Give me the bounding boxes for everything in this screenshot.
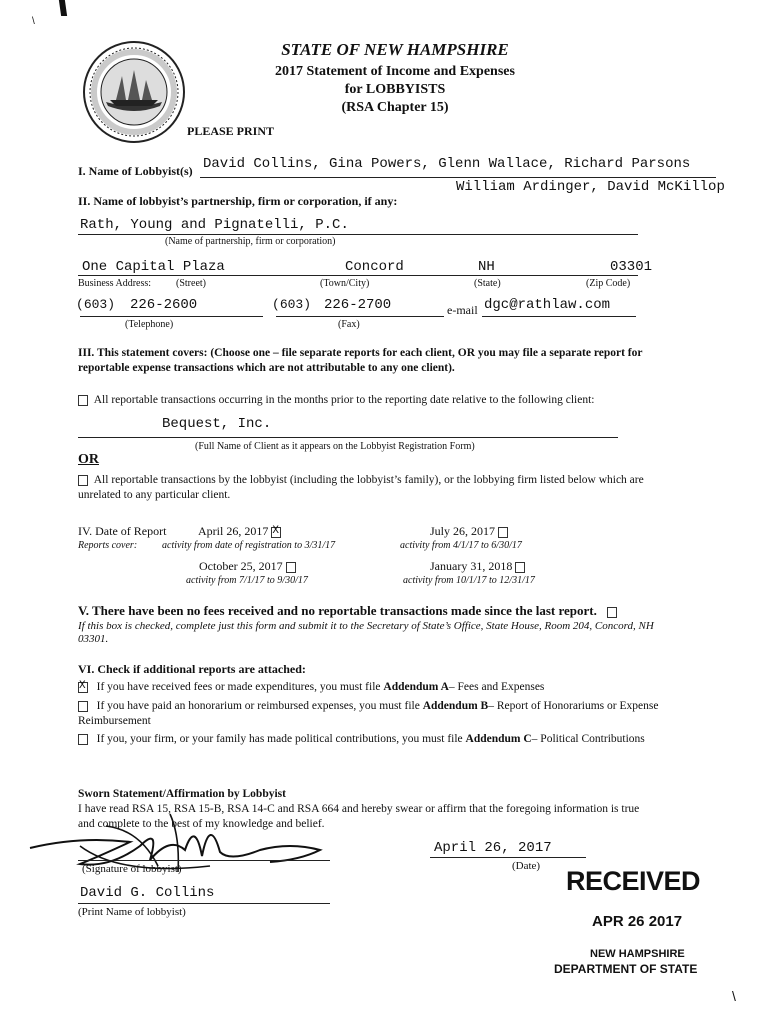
option-client-checkbox[interactable] [78, 395, 88, 406]
no-fees-checkbox[interactable] [607, 607, 617, 618]
addendum-c-line: If you, your firm, or your family has made political contributions, you must file Addendum C– Political Contributions [78, 733, 645, 745]
or-separator: OR [78, 452, 99, 467]
email-label: e-mail [447, 303, 478, 317]
option-client [78, 394, 595, 406]
fax-value[interactable]: 226-2700 [324, 297, 392, 313]
fax-caption: (Fax) [338, 319, 360, 330]
email-value[interactable]: dgc@rathlaw.com [484, 297, 611, 313]
addendum-b-checkbox[interactable] [78, 701, 88, 712]
signature-underline [78, 860, 330, 861]
firm-label: II. Name of lobbyist’s partnership, firm or corporation, if any: [78, 194, 398, 208]
state-value[interactable]: NH [478, 259, 495, 275]
report-date-april-caption: activity from date of registration to 3/31/17 [162, 540, 336, 551]
signature-caption: (Signature of lobbyist) [82, 863, 182, 875]
form-title: STATE OF NEW HAMPSHIRE [281, 40, 509, 59]
firm-underline [78, 234, 638, 235]
fax-area-code[interactable]: (603) [272, 297, 312, 312]
report-date-january: January 31, 2018 [430, 559, 525, 574]
firm-name[interactable]: Rath, Young and Pignatelli, P.C. [80, 217, 349, 233]
sworn-title: Sworn Statement/Affirmation by Lobbyist [78, 788, 286, 800]
sworn-text-1: I have read RSA 15, RSA 15-B, RSA 14-C and RSA 664 and hereby swear or affirm that the foregoing information is true [78, 803, 640, 815]
telephone-area-code[interactable]: (603) [76, 297, 116, 312]
report-date-october-caption: activity from 7/1/17 to 9/30/17 [186, 575, 308, 586]
please-print: PLEASE PRINT [187, 124, 275, 138]
state-seal-icon [82, 40, 186, 144]
street-caption: (Street) [176, 278, 206, 289]
firm-caption: (Name of partnership, firm or corporation) [165, 236, 336, 247]
lobbyist-names-line1[interactable]: David Collins, Gina Powers, Glenn Wallace, Richard Parsons [203, 156, 691, 172]
zip-value[interactable]: 03301 [610, 259, 653, 275]
report-date-july-caption: activity from 4/1/17 to 6/30/17 [400, 540, 522, 551]
street-value[interactable]: One Capital Plaza [82, 259, 225, 275]
client-caption: (Full Name of Client as it appears on the Lobbyist Registration Form) [195, 441, 475, 452]
telephone-caption: (Telephone) [125, 319, 174, 330]
additional-reports-label: VI. Check if additional reports are attached: [78, 662, 306, 676]
sworn-text-2: and complete to the best of my knowledge and belief. [78, 818, 325, 830]
signature-date[interactable]: April 26, 2017 [434, 840, 552, 856]
form-subtitle-1: 2017 Statement of Income and Expenses [275, 64, 515, 79]
received-dept-1: NEW HAMPSHIRE [590, 948, 685, 960]
lobbyist-name-underline [200, 177, 716, 178]
print-name-underline [78, 903, 330, 904]
print-name[interactable]: David G. Collins [80, 885, 215, 901]
report-date-april-checkbox[interactable] [271, 527, 281, 538]
option-unrelated [78, 473, 688, 503]
received-stamp: RECEIVED [566, 866, 701, 896]
scan-mark-top [59, 0, 67, 16]
date-underline [430, 857, 586, 858]
received-date: APR 26 2017 [592, 913, 683, 930]
addendum-a-checkbox[interactable] [78, 682, 88, 693]
telephone-value[interactable]: 226-2600 [130, 297, 198, 313]
business-address-caption: Business Address: [78, 278, 152, 289]
no-fees-statement: V. There have been no fees received and no reportable transactions made since the last report. [78, 603, 617, 619]
received-dept-2: DEPARTMENT OF STATE [554, 962, 698, 976]
statement-covers-label: III. This statement covers: (Choose one – file separate reports for each client, OR you may file a separate report for reportable expense transactions which are not attributable to any one client). [78, 347, 643, 374]
report-date-july-checkbox[interactable] [498, 527, 508, 538]
lobbyist-names-line2[interactable]: William Ardinger, David McKillop [456, 179, 725, 195]
scan-mark-bottom: \ [732, 988, 736, 1004]
option-client-text: All reportable transactions occurring in the months prior to the reporting date relative to the following client: [93, 394, 595, 406]
date-caption: (Date) [512, 860, 541, 872]
report-date-october: October 25, 2017 [199, 559, 296, 574]
state-caption: (State) [474, 278, 501, 289]
scan-mark-corner: \ [32, 16, 35, 27]
addendum-b-line: If you have paid an honorarium or reimbursed expenses, you must file Addendum B– Report of Honorariums or Expense Reimbursement [78, 700, 659, 727]
email-underline [482, 316, 636, 317]
report-date-april: April 26, 2017 X [198, 524, 281, 539]
zip-caption: (Zip Code) [586, 278, 631, 289]
addendum-a-line: X If you have received fees or made expenditures, you must file Addendum A– Fees and Expenses [78, 681, 544, 693]
fax-underline [276, 316, 444, 317]
date-of-report-label: IV. Date of Report [78, 524, 167, 538]
client-underline [78, 437, 618, 438]
town-value[interactable]: Concord [345, 259, 404, 275]
addendum-c-checkbox[interactable] [78, 734, 88, 745]
print-name-caption: (Print Name of lobbyist) [78, 906, 186, 918]
option-unrelated-checkbox[interactable] [78, 475, 88, 486]
lobbyist-name-label: I. Name of Lobbyist(s) [78, 164, 193, 178]
report-date-january-checkbox[interactable] [515, 562, 525, 573]
report-date-october-checkbox[interactable] [286, 562, 296, 573]
form-subtitle-2: for LOBBYISTS [344, 82, 446, 97]
form-subtitle-3: (RSA Chapter 15) [341, 100, 449, 115]
telephone-underline [80, 316, 263, 317]
no-fees-note: If this box is checked, complete just this form and submit it to the Secretary of State’s Office, State House, Room 204, Concord, NH 03301. [78, 620, 654, 645]
report-date-january-caption: activity from 10/1/17 to 12/31/17 [403, 575, 535, 586]
town-caption: (Town/City) [320, 278, 370, 289]
client-name[interactable]: Bequest, Inc. [162, 416, 272, 432]
option-unrelated-text: All reportable transactions by the lobbyist (including the lobbyist’s family), or the lobbying firm listed below which are unrelated to any particular client. [78, 474, 644, 501]
report-date-july: July 26, 2017 [430, 524, 508, 539]
address-underline [78, 275, 638, 276]
reports-cover-label: Reports cover: [78, 540, 138, 551]
